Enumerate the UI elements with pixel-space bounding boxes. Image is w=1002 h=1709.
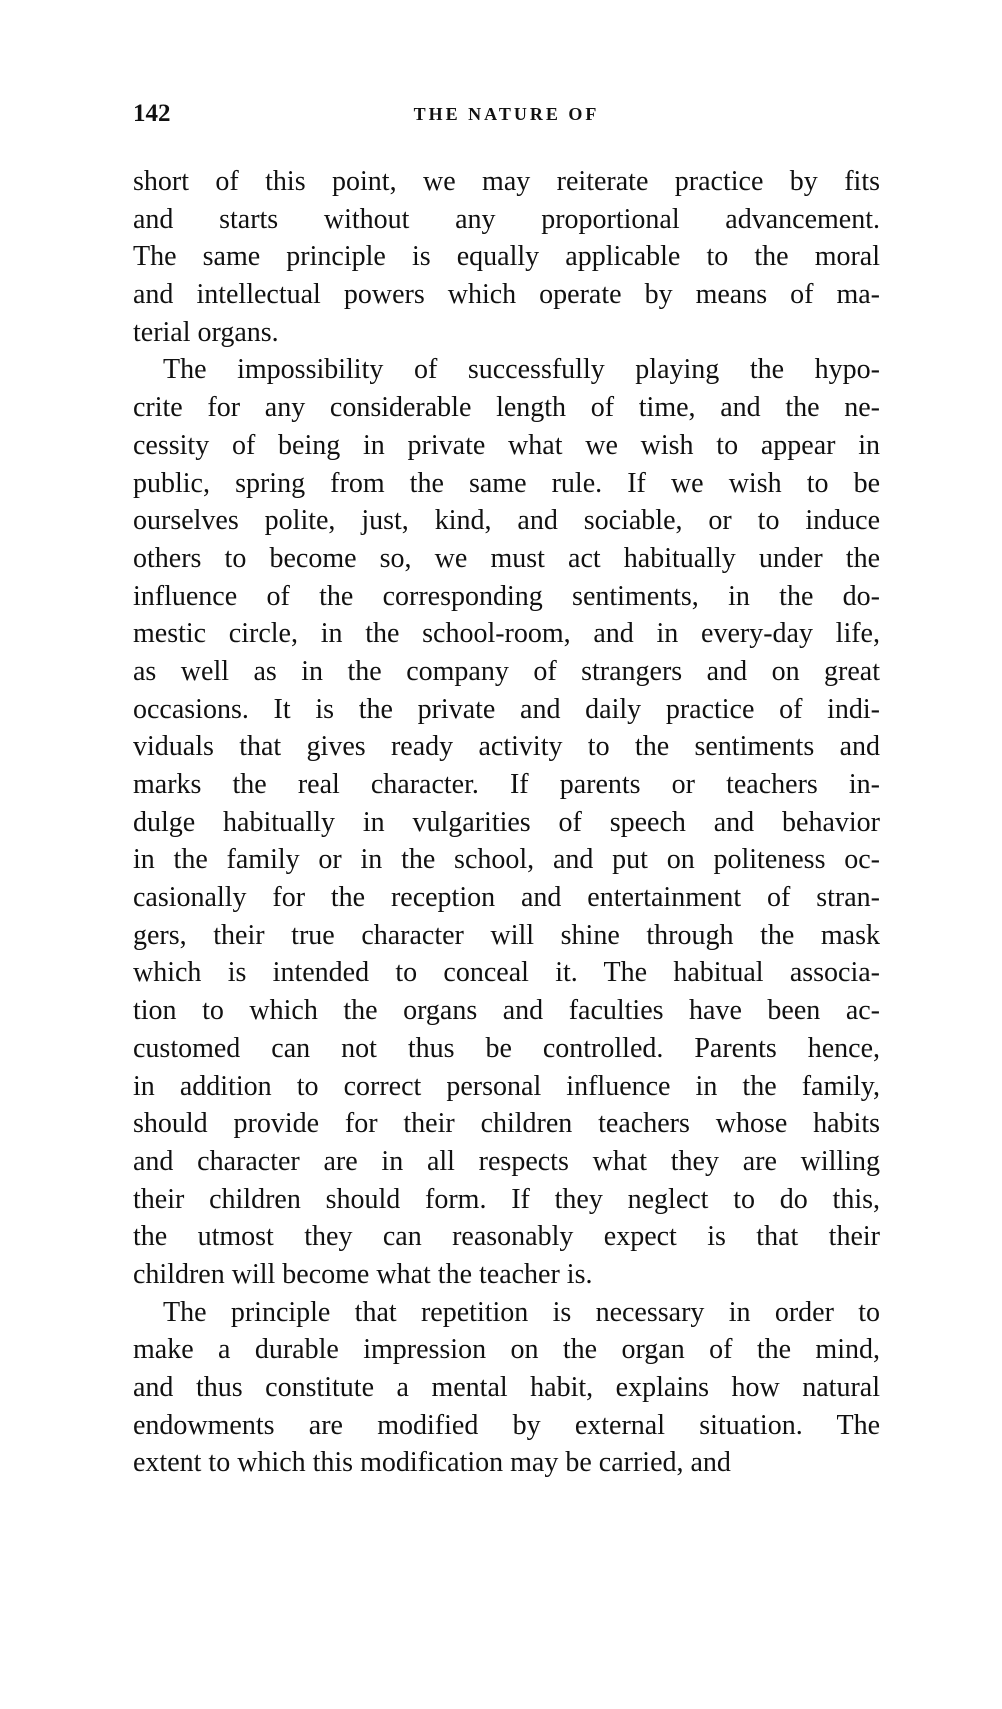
page-header bbox=[133, 100, 880, 136]
text-line: and character are in all respects what they are willing bbox=[133, 1145, 880, 1177]
text-line: The principle that repetition is necessary in order to bbox=[163, 1296, 880, 1328]
text-line: and intellectual powers which operate by means of ma- bbox=[133, 279, 880, 311]
text-line: public, spring from the same rule. If we wish to be bbox=[133, 467, 880, 499]
text-line: cessity of being in private what we wish to appear in bbox=[133, 429, 880, 461]
text-line: and starts without any proportional advancement. bbox=[133, 203, 880, 235]
running-head: THE NATURE OF bbox=[413, 104, 600, 124]
text-line: customed can not thus be controlled. Parents hence, bbox=[133, 1032, 880, 1064]
text-line: and thus constitute a mental habit, explains how natural bbox=[133, 1372, 880, 1403]
text-line: viduals that gives ready activity to the sentiments and bbox=[133, 731, 880, 763]
text-line: ourselves polite, just, kind, and sociable, or to induce bbox=[133, 505, 880, 537]
text-line: should provide for their children teachers whose habits bbox=[133, 1108, 880, 1140]
text-line: influence of the corresponding sentiments, in the do- bbox=[133, 580, 880, 612]
text-line: mestic circle, in the school-room, and in every-day life, bbox=[133, 618, 880, 650]
text-line: in addition to correct personal influence in the family, bbox=[133, 1070, 880, 1102]
text-line: casionally for the reception and entertainment of stran- bbox=[133, 882, 880, 914]
page-number: 142 bbox=[133, 100, 171, 127]
text-line: make a durable impression on the organ of the mind, bbox=[133, 1334, 880, 1366]
text-line: The impossibility of successfully playing the hypo- bbox=[163, 354, 880, 386]
text-line: tion to which the organs and faculties have been ac- bbox=[133, 995, 880, 1027]
text-line: others to become so, we must act habitually under the bbox=[133, 542, 880, 574]
text-line: children will become what the teacher is. bbox=[133, 1258, 593, 1290]
text-line: as well as in the company of strangers and on great bbox=[133, 655, 880, 687]
text-line: their children should form. If they neglect to do this, bbox=[133, 1183, 880, 1215]
text-line: which is intended to conceal it. The habitual associa- bbox=[133, 957, 880, 989]
page-body bbox=[133, 163, 880, 1482]
text-line: short of this point, we may reiterate practice by fits bbox=[133, 166, 880, 197]
text-line: terial organs. bbox=[133, 316, 279, 348]
text-line: the utmost they can reasonably expect is that their bbox=[133, 1221, 880, 1253]
paragraph bbox=[133, 351, 880, 1293]
text-line: in the family or in the school, and put on politeness oc- bbox=[133, 844, 880, 876]
text-line: endowments are modified by external situation. The bbox=[133, 1409, 880, 1441]
paragraph bbox=[133, 1294, 880, 1482]
text-line: dulge habitually in vulgarities of speech and behavior bbox=[133, 806, 880, 838]
text-line: crite for any considerable length of time, and the ne- bbox=[133, 392, 880, 424]
text-line: gers, their true character will shine through the mask bbox=[133, 919, 880, 951]
text-line: The same principle is equally applicable to the moral bbox=[133, 241, 880, 273]
paragraph bbox=[133, 163, 880, 351]
text-line: occasions. It is the private and daily practice of indi- bbox=[133, 693, 880, 725]
text-line: extent to which this modification may be carried, and bbox=[133, 1447, 731, 1479]
text-line: marks the real character. If parents or teachers in- bbox=[133, 769, 880, 800]
